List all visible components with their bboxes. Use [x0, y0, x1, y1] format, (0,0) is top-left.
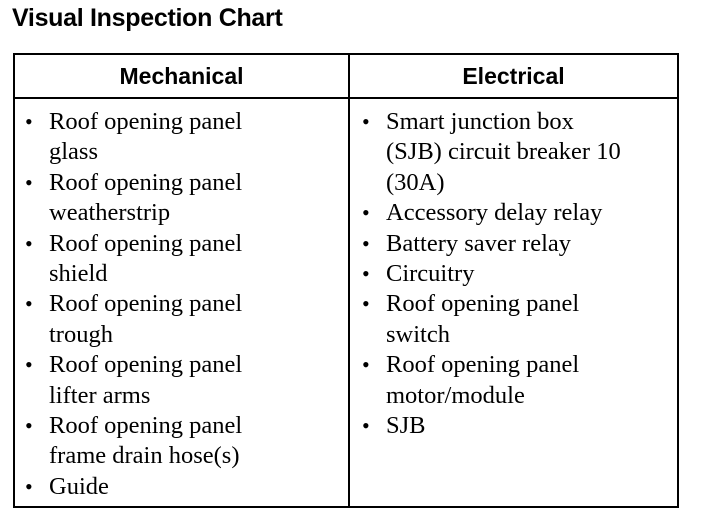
electrical-list-item — [360, 259, 670, 289]
item-text-line: Circuitry — [386, 260, 475, 288]
column-divider — [348, 55, 350, 506]
electrical-list-item — [360, 350, 670, 411]
inspection-table — [13, 53, 679, 508]
mechanical-header: Mechanical — [119, 63, 244, 89]
item-text-line: (30A) — [386, 168, 445, 196]
electrical-list-item — [360, 229, 670, 259]
item-text-line: trough — [49, 320, 113, 348]
electrical-list-item — [360, 289, 670, 350]
bullet-icon: • — [25, 230, 33, 256]
item-text-line: lifter arms — [49, 381, 151, 409]
bullet-icon: • — [25, 291, 33, 317]
mechanical-list-item — [23, 289, 341, 350]
item-text-line: Smart junction box — [386, 108, 574, 135]
item-text-line: motor/module — [386, 381, 525, 409]
item-text-line: Battery saver relay — [386, 229, 572, 257]
bullet-icon: • — [25, 352, 33, 378]
item-text-line: Roof opening panel — [49, 168, 243, 196]
bullet-icon: • — [362, 200, 370, 226]
item-text-line: frame drain hose(s) — [49, 442, 240, 470]
item-text-line: Roof opening panel — [386, 290, 580, 318]
item-text-line: weatherstrip — [49, 199, 171, 227]
bullet-icon: • — [25, 109, 33, 134]
item-text-line: Roof opening panel — [49, 108, 243, 135]
bullet-icon: • — [362, 413, 370, 439]
mechanical-list-item — [23, 350, 341, 411]
bullet-icon: • — [362, 109, 370, 134]
mechanical-list-item — [23, 168, 341, 229]
item-text-line: (SJB) circuit breaker 10 — [386, 138, 621, 166]
item-text-line: Roof opening panel — [49, 229, 243, 257]
bullet-icon: • — [362, 261, 370, 287]
electrical-list-item — [360, 198, 670, 228]
bullet-icon: • — [25, 169, 33, 195]
item-text-line: shield — [49, 260, 108, 288]
bullet-icon: • — [362, 291, 370, 317]
item-text-line: switch — [386, 320, 450, 348]
electrical-list-item — [360, 411, 670, 441]
item-text-line: Accessory delay relay — [386, 199, 603, 227]
electrical-header: Electrical — [462, 63, 565, 89]
item-text-line: Guide — [49, 472, 109, 500]
item-text-line: Roof opening panel — [49, 290, 243, 318]
bullet-icon: • — [362, 230, 370, 256]
item-text-line: glass — [49, 138, 98, 166]
mechanical-list-item — [23, 229, 341, 290]
bullet-icon: • — [25, 413, 33, 439]
mechanical-list-item — [23, 107, 341, 168]
mechanical-list-item — [23, 472, 341, 502]
item-text-line: Roof opening panel — [386, 351, 580, 379]
electrical-list-item — [360, 107, 670, 198]
electrical-list — [360, 107, 670, 441]
bullet-icon: • — [362, 352, 370, 378]
header-row — [15, 55, 677, 99]
mechanical-list — [23, 107, 341, 502]
bullet-icon: • — [25, 473, 33, 499]
chart-title: Visual Inspection Chart — [12, 4, 283, 32]
mechanical-list-item — [23, 411, 341, 472]
item-text-line: Roof opening panel — [49, 412, 243, 440]
item-text-line: Roof opening panel — [49, 351, 243, 379]
item-text-line: SJB — [386, 412, 426, 440]
